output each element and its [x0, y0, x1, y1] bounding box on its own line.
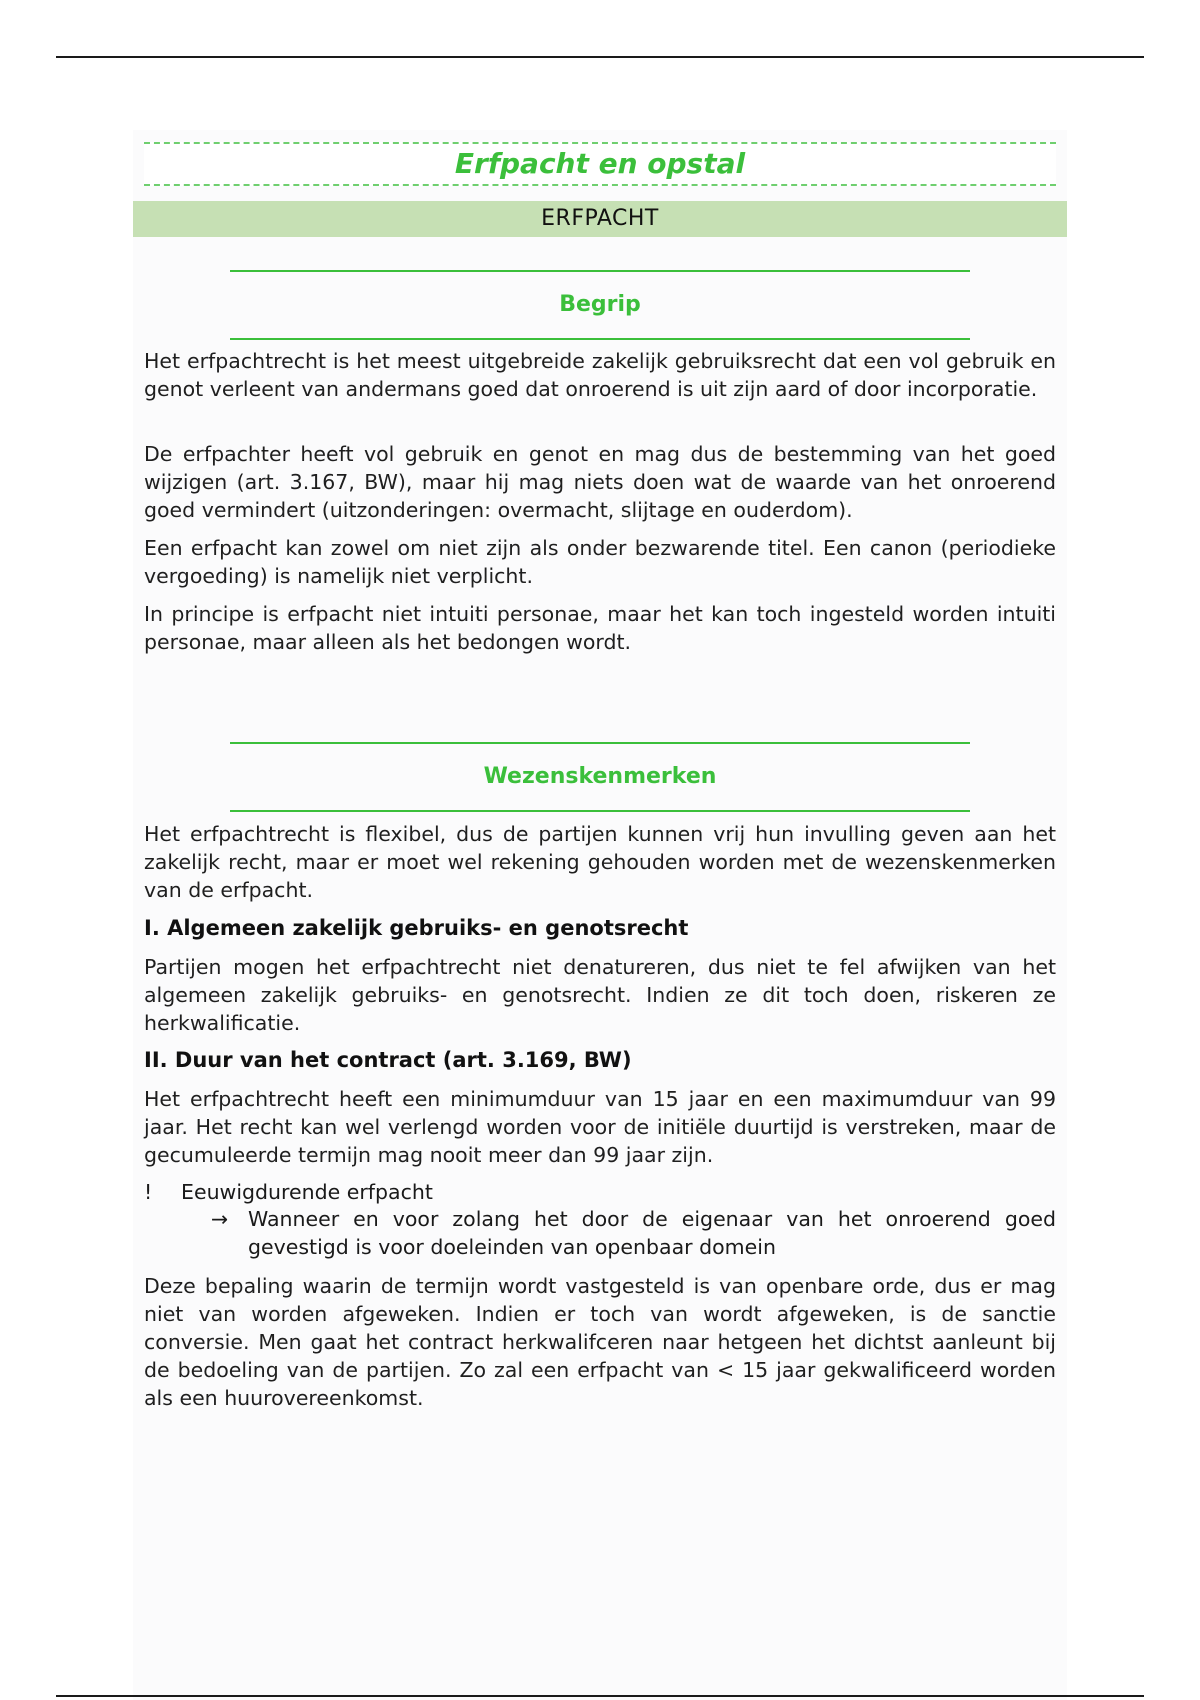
footer-rule — [56, 1695, 1144, 1697]
sub-list-item-text: Wanneer en voor zolang het door de eigenaar van het onroerend goed gevestigd is voor doeleinden van openbaar domein — [248, 1207, 1056, 1259]
header-rule — [56, 56, 1144, 58]
paragraph: Het erfpachtrecht is flexibel, dus de partijen kunnen vrij hun invulling geven aan het zakelijk recht, maar er moet wel rekening gehouden worden met de wezenskenmerken van de erfpacht. — [144, 822, 1056, 902]
paragraph: In principe is erfpacht niet intuiti personae, maar het kan toch ingesteld worden intuiti personae, maar alleen als het bedongen wordt. — [144, 602, 1056, 654]
section-heading-wezenskenmerken: Wezenskenmerken — [230, 742, 970, 812]
paragraph: Het erfpachtrecht heeft een minimumduur van 15 jaar en een maximumduur van 99 jaar. Het recht kan wel verlengd worden voor de initiële duurtijd is verstreken, maar de gecumuleerde termijn mag nooit meer dan 99 jaar zijn. — [144, 1087, 1056, 1167]
chapter-heading: ERFPACHT — [133, 201, 1067, 237]
sub-list-item — [211, 1205, 1056, 1261]
paragraph: Deze bepaling waarin de termijn wordt vastgesteld is van openbare orde, dus er mag niet van worden afgeweken. Indien er toch van wordt afgeweken, is de sanctie conversie. Men gaat het contract herkwalifceren naar hetgeen het dichtst aanleunt bij de bedoeling van de partijen. Zo zal een erfpacht van < 15 jaar gekwalificeerd worden als een huurovereenkomst. — [144, 1274, 1056, 1410]
subsection-heading: II. Duur van het contract (art. 3.169, BW) — [144, 1048, 632, 1072]
section-heading-begrip: Begrip — [230, 270, 970, 340]
paragraph: De erfpachter heeft vol gebruik en genot en mag dus de bestemming van het goed wijzigen (art. 3.167, BW), maar hij mag niets doen wat de waarde van het onroerend goed vermindert (uitzonderingen: overmacht, slijtage en ouderdom). — [144, 442, 1056, 522]
arrow-right-icon: → — [211, 1207, 229, 1231]
document-page — [133, 130, 1067, 1700]
subsection-heading: I. Algemeen zakelijk gebruiks- en genotsrecht — [144, 916, 689, 940]
exclamation-icon: ! — [144, 1180, 153, 1204]
document-title: Erfpacht en opstal — [144, 142, 1056, 186]
paragraph: Partijen mogen het erfpachtrecht niet denatureren, dus niet te fel afwijken van het algemeen zakelijk gebruiks- en genotsrecht. Indien ze dit toch doen, riskeren ze herkwalificatie. — [144, 955, 1056, 1035]
list-item — [144, 1178, 1056, 1206]
list-item-text: Eeuwigdurende erfpacht — [181, 1180, 433, 1204]
paragraph: Een erfpacht kan zowel om niet zijn als onder bezwarende titel. Een canon (periodieke vergoeding) is namelijk niet verplicht. — [144, 536, 1056, 588]
paragraph: Het erfpachtrecht is het meest uitgebreide zakelijk gebruiksrecht dat een vol gebruik en genot verleent van andermans goed dat onroerend is uit zijn aard of door incorporatie. — [144, 349, 1056, 401]
